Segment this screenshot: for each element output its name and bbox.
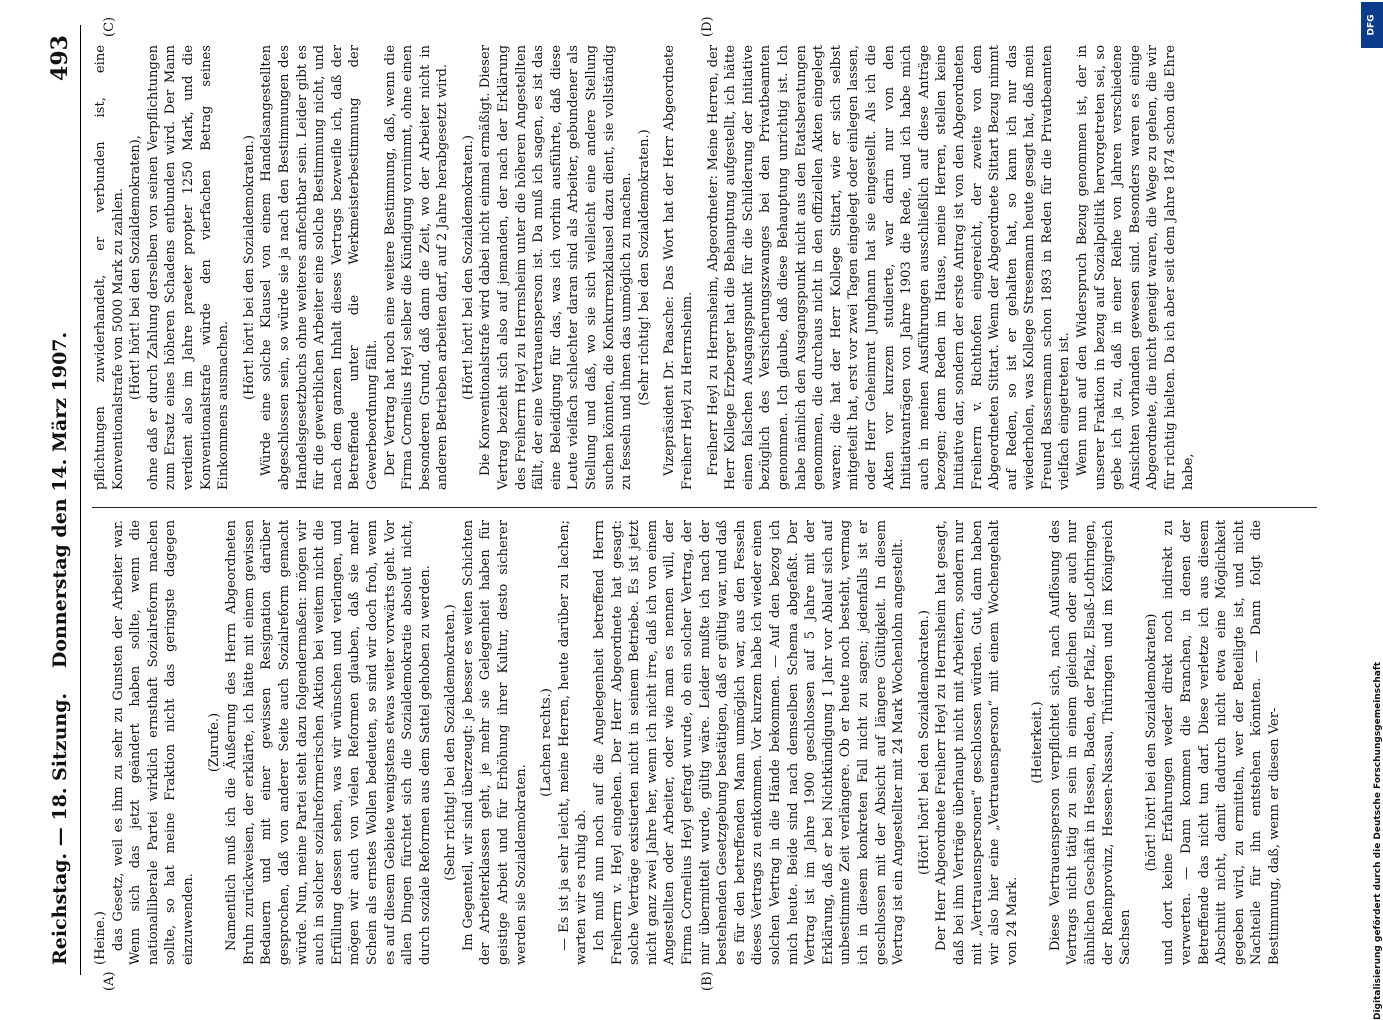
paragraph: Würde eine solche Klausel von einem Handelsangestellten abgeschlossen sein, so würde sie ja nach den Bestimmungen des Handelsgesetzbuchs ohne weiteres anfechtbar sein. Leider gibt es für die gewerblichen Arbeiter eine solche Bestimmung nicht, und nach dem ganzen Inhalt dieses Vertrags bezweifle ich, daß der Betreffende unter die Werkmeisterbestimmung der Gewerbeordnung fällt. [259,45,380,490]
paragraph: (Hört! hört! bei den Sozialdemokraten.) [241,135,257,400]
paragraph: (Lachen rechts.) [539,688,555,797]
paragraph: — Es ist ja sehr leicht, meine Herren, heute darüber zu lachen; warten wir es ruhig ab. [556,520,590,965]
paragraph: Diese Vertrauensperson verpflichtet sich, nach Auflösung des Vertrags nicht tätig zu sein in einem gleichen oder auch nur ähnlichen Geschäft in Hessen, Baden, der Pfalz, Elsaß-Lothringen, der Rheinprovinz, Hessen-Nassau, Thüringen und im Königreich Sachsen [1047,520,1134,965]
column-divider [92,507,1317,508]
paragraph: (Zurufe.) [206,712,222,773]
page-number: 493 [47,35,73,81]
digitization-note: Digitalisierung gefördert durch die Deutsche Forschungsgemeinschaft [1373,661,1383,1020]
paragraph: (Heine.) [93,911,108,965]
paragraph: (hört! hört! bei den Sozialdemokraten) [1143,613,1159,872]
paragraph: Im Gegenteil, wir sind überzeugt: je besser es weiten Schichten der Arbeiterklassen geht, je mehr sie Gelegenheit haben für geistige Arbeit und für Erhöhung ihrer Kultur, desto sicherer werden sie Sozialdemokraten. [460,520,529,965]
paragraph: Die Konventionalstrafe wird dabei nicht einmal ermäßigt. Dieser Vertrag bezieht sich also auf jemanden, der nach der Erklärung des Freiherrn Heyl zu Herrnsheim unter die höheren Angestellten fällt, der eine Vertrauensperson ist. Da muß ich sagen, es ist das eine Beleidigung für das, was ich vorhin ausführte, daß diese Leute vielfach schlechter daran sind als Arbeiter, gebundener als Stellung und daß, wo sie sich vielleicht eine andere Stellung suchen könnten, die Konkurrenzklausel dazu dient, sie vollständig zu fesseln und ihnen das unmöglich zu machen. [478,45,635,490]
page-header [40,25,81,975]
margin-mark-b: (B) [700,971,715,991]
margin-mark-c: (C) [102,16,117,37]
paragraph: pflichtungen zuwiderhandelt, er verbunden ist, eine Konventionalstrafe von 5000 Mark zu zahlen. [93,45,126,490]
paragraph: Ich muß nun noch auf die Angelegenheit betreffend Herrn Freiherrn v. Heyl eingehen. Der Herr Abgeordnete hat gesagt: solche Verträge existierten nicht in seinem Betriebe. Es ist jetzt nicht ganz zwei Jahre her, wenn ich nicht irre, daß ich von einem Angestellten oder Arbeiter, oder wie man es nennen will, der Firma Cornelius Heyl gefragt wurde, ob ein solcher Vertrag, der mir übermittelt wurde, gültig wäre. Leider mußte ich nach der bestehenden Gesetzgebung bestätigen, daß er gültig war, und daß es für den betreffenden Mann unmöglich war, aus den Fesseln dieses Vertrags zu entkommen. Vor kurzem habe ich wieder einen solchen Vertrag in die Hände bekommen. — Auf den bezog ich mich heute. Beide sind nach demselben Schema abgefaßt. Der Vertrag ist im Jahre 1900 geschlossen auf 5 Jahre mit der Erklärung, daß er bei Nichtkündigung 1 Jahr vor Ablauf sich auf unbestimmte Zeit verlängere. Ob er heute noch besteht, vermag ich in diesem konkreten Fall nicht zu sagen; jedenfalls ist er geschlossen mit der Absicht auf längere Gültigkeit. In diesem Vertrag ist ein Angestellter mit 24 Mark Wochenlohn angestellt. [592,520,907,965]
margin-mark-d: (D) [700,16,715,37]
paragraph: (Hört! hört! bei den Sozialdemokraten.) [916,610,932,875]
paragraph: (Hört! hört! bei den Sozialdemokraten.) [460,135,476,400]
dfg-logo: DFG [1361,2,1383,48]
header-session: Reichstag. — 18. Sitzung. [49,692,71,965]
paragraph: Wenn nun auf den Widerspruch Bezug genommen ist, der in unserer Fraktion in bezug auf Sozialpolitik hervorgetreten sei, so gebe ich ja zu, daß in einer Reihe von Jahren verschiedene Ansichten vorhanden gewesen sind. Besonders waren es einige Abgeordnete, die nicht geneigt waren, die Wege zu gehen, die wir für richtig hielten. Da ich aber seit dem Jahre 1874 schon die Ehre habe, [1075,45,1196,490]
paragraph: Namentlich muß ich die Äußerung des Herrn Abgeordneten Bruhn zurückweisen, der erklärte, ich hätte mit einem gewissen Bedauern und mit einer gewissen Resignation darüber gesprochen, daß von anderer Seite auch Sozialreform gemacht würde. Nun, meine Partei steht dazu folgendermaßen: mögen wir auch in solcher sozialreformerischen Aktion bei weitem nicht die Erfüllung dessen sehen, was wir wünschen und verlangen, und mögen wir auch von vielen Reformen glauben, daß sie mehr Schein als ernstes Wollen bedeuten, so sind wir doch froh, wenn es auf diesem Gebiete wenigstens etwas weiter vorwärts geht. Vor allen Dingen fürchtet sich die Sozialdemokratie absolut nicht, durch soziale Reformen aus dem Sattel gehoben zu werden. [224,520,433,965]
paragraph: das Gesetz, weil es ihm zu sehr zu Gunsten der Arbeiter war. Wenn sich das jetzt geändert haben sollte, wenn die nationalliberale Partei wirklich ernsthaft Sozialreform machen sollte, so hat meine Fraktion nicht das geringste dagegen einzuwenden. [110,520,196,965]
right-column [92,45,1322,490]
paragraph: (Heiterkeit.) [1030,701,1046,784]
paragraph: Der Herr Abgeordnete Freiherr Heyl zu Herrnsheim hat gesagt, daß bei ihm Verträge überhaupt nicht mit Arbeitern, sondern nur mit „Vertrauenspersonen“ geschlossen würden. Gut, dann haben wir also hier eine „Vertrauensperson“ mit einem Wochengehalt von 24 Mark. [934,520,1020,965]
paragraph: (Hört! hört! bei den Sozialdemokraten), [128,135,144,400]
left-column [92,520,1322,965]
paragraph: Vizepräsident Dr. Paasche: Das Wort hat der Herr Abgeordnete Freiherr Heyl zu Herrnsheim. [662,45,695,490]
paragraph: Freiherr Heyl zu Herrnsheim, Abgeordneter: Meine Herren, der Herr Kollege Erzberger hat die Behauptung aufgestellt, ich hätte einen falschen Ausgangspunkt für die Schilderung der Initiative bezüglich des Versicherungszwanges bei den Privatbeamten genommen. Ich glaube, daß diese Behauptung unrichtig ist. Ich habe nämlich den Ausgangspunkt nicht aus den Etatsberatungen genommen, die durchaus nicht in den offiziellen Akten eingelegt waren; die hat der Herr Kollege Sittart, wie er sich selbst mitgeteilt hat, erst vor zwei Tagen eingelegt oder einlegen lassen, oder Herr Geheimrat Junghann hat sie eingestellt. Als ich die Akten vor kurzem studierte, war darin nur von den Initiativanträgen von Jahre 1903 die Rede, und ich habe mich auch in meinen Ausführungen ausschließlich auf diese Anträge bezogen; denn Reden im Hause, meine Herren, stellen keine Initiative dar, sondern der erste Antrag ist von den Abgeordneten Freiherrn v. Richthofen eingereicht, der zweite von dem Abgeordneten Sittart. Wenn der Abgeordnete Sittart Bezug nimmt auf Reden, so ist er gehalten hat, so kann ich nur das wiederholen, was Kollege Stresemann heute gesagt hat, daß mein Freund Bassermann schon 1893 in Reden für die Privatbeamten vielfach eingetreten ist. [705,45,1073,490]
scanned-page [40,5,1330,995]
paragraph: ohne daß er durch Zahlung derselben von seinen Verpflichtungen zum Ersatz eines höheren Schadens entbunden wird. Der Mann verdient also im Jahre praeter propter 1250 Mark, und die Konventionalstrafe würde den vierfachen Betrag seines Einkommens ausmachen. [145,45,232,490]
paragraph: und dort keine Erfahrungen weder direkt noch indirekt zu verwerten. — Dann kommen die Branchen, in denen der Betreffende das nicht tun darf. Diese verletze ich aus diesem Abschnitt nicht, damit dadurch nicht etwa eine Möglichkeit gegeben wird, zu ermitteln, wer der Beteiligte ist, und nicht Nachteile für ihn entstehen könnten. — Dann folgt die Bestimmung, daß, wenn er diesen Ver- [1161,520,1282,965]
paragraph: (Sehr richtig! bei den Sozialdemokraten.) [636,129,652,406]
header-date: Donnerstag den 14. März 1907. [49,331,71,669]
paragraph: (Sehr richtig! bei den Sozialdemokraten.) [443,604,459,881]
margin-mark-a: (A) [102,971,117,991]
paragraph: Der Vertrag hat noch eine weitere Bestimmung, daß, wenn die Firma Cornelius Heyl selber die Kündigung vornimmt, ohne einen besonderen Grund, daß dann die Zeit, wo der Arbeiter nicht in anderen Betrieben arbeiten darf, auf 2 Jahre herabgesetzt wird. [382,45,451,490]
